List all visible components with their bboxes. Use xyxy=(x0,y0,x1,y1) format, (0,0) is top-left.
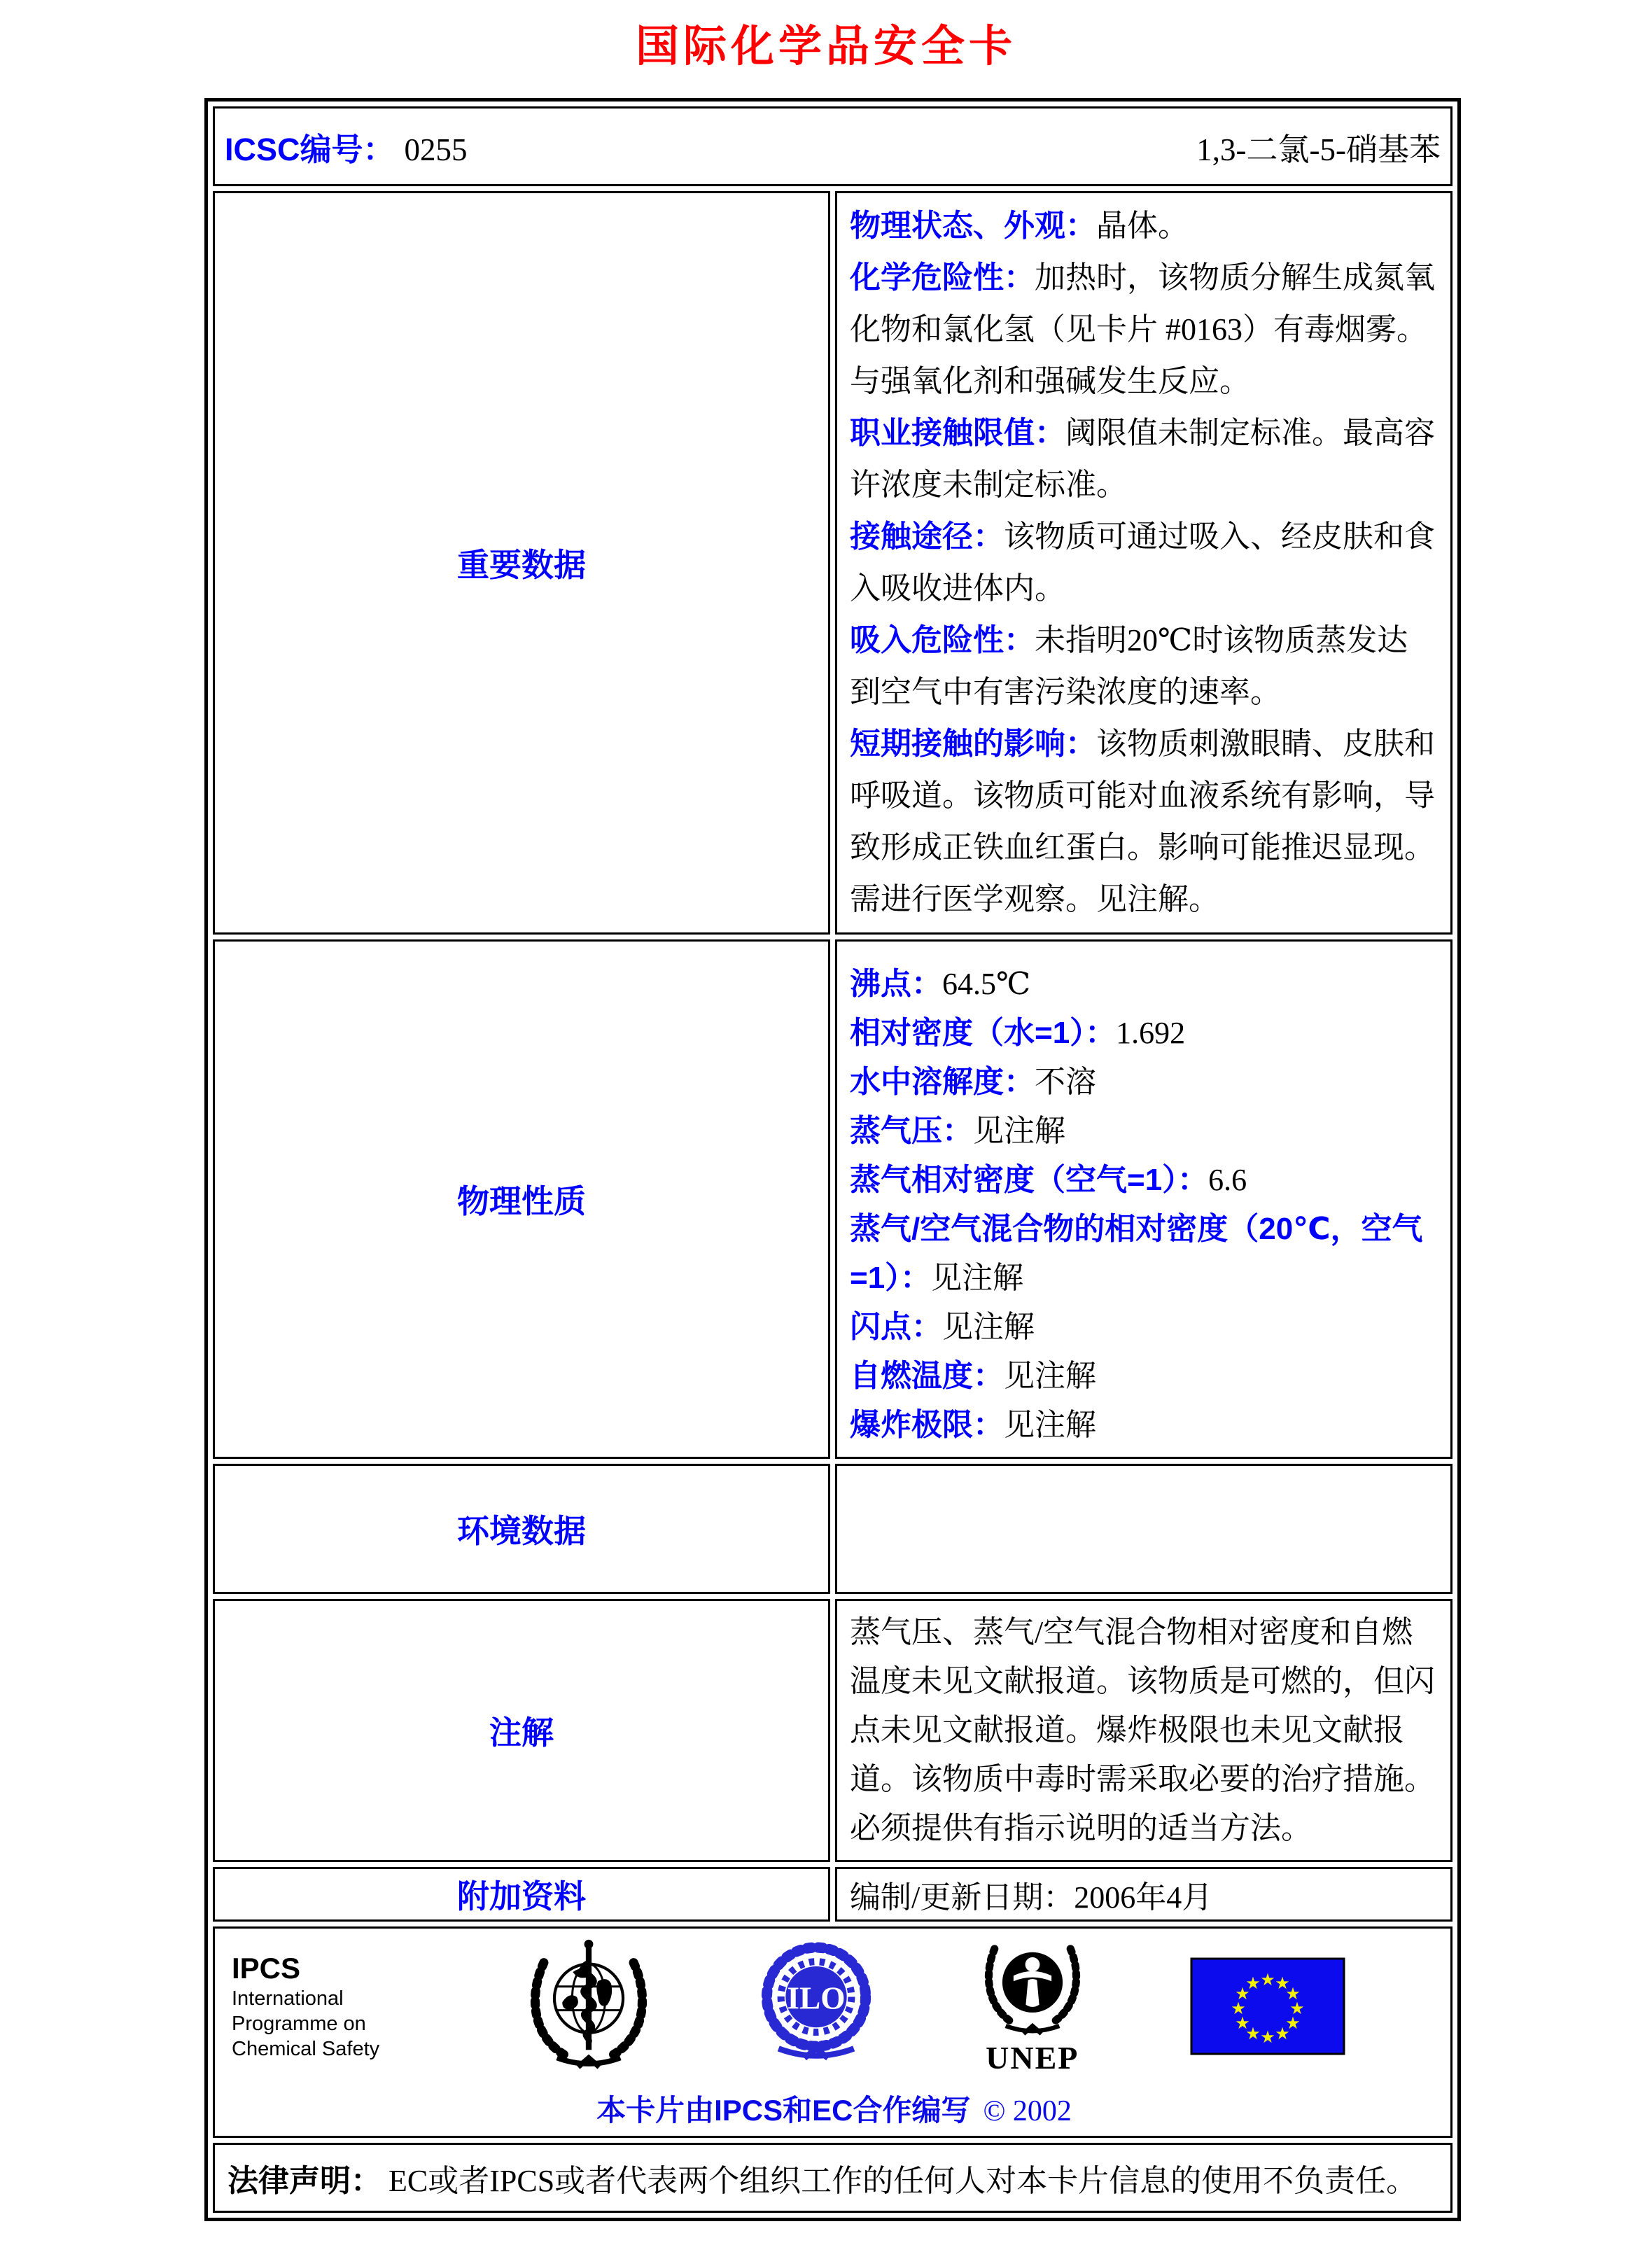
svg-text:★: ★ xyxy=(1235,2013,1250,2033)
physical-properties-content xyxy=(835,939,1452,1459)
important-item-text: 晶体。 xyxy=(1096,209,1189,243)
physical-item-text: 见注解 xyxy=(942,1310,1035,1344)
logos-row xyxy=(213,1926,1452,2138)
svg-text:★: ★ xyxy=(1285,2013,1301,2033)
physical-item-label: 相对密度（水=1）： xyxy=(850,1016,1116,1050)
physical-item-text: 6.6 xyxy=(1208,1163,1247,1197)
important-item-text: 该物质可通过吸入、经皮肤和食入吸收进体内。 xyxy=(850,519,1435,606)
svg-text:★: ★ xyxy=(1231,1999,1246,2018)
legal-cell xyxy=(213,2143,1452,2213)
physical-item-text: 见注解 xyxy=(1004,1359,1096,1393)
physical-item xyxy=(850,1205,1438,1303)
physical-item-label: 蒸气/空气混合物的相对密度（20℃，空气=1）： xyxy=(850,1212,1423,1295)
additional-info-row xyxy=(213,1867,1452,1922)
important-data-row-label: 重要数据 xyxy=(213,191,830,935)
physical-item-text: 不溶 xyxy=(1035,1065,1096,1099)
important-item-label: 化学危险性： xyxy=(850,260,1035,295)
svg-text:★: ★ xyxy=(1235,1984,1250,2003)
physical-item-text: 1.692 xyxy=(1116,1016,1186,1050)
legal-row xyxy=(213,2143,1452,2213)
physical-item xyxy=(850,1107,1438,1156)
important-item-text: 阈限值未制定标准。最高容许浓度未制定标准。 xyxy=(850,416,1435,502)
important-item-text: 该物质刺激眼睛、皮肤和呼吸道。该物质可能对血液系统有影响，导致形成正铁血红蛋白。影响可能推迟显现。需进行医学观察。见注解。 xyxy=(850,727,1435,916)
important-data-content xyxy=(835,191,1452,935)
icsc-number-group xyxy=(225,124,468,169)
additional-info-content: 编制/更新日期：2006年4月 xyxy=(835,1867,1452,1922)
ilo-logo xyxy=(757,1940,875,2073)
environmental-data-row-label: 环境数据 xyxy=(213,1464,830,1594)
physical-item xyxy=(850,1009,1438,1058)
important-item xyxy=(850,718,1438,925)
important-item-label: 吸入危险性： xyxy=(850,623,1035,657)
ipcs-acronym: IPCS xyxy=(232,1952,301,1985)
environmental-data-row xyxy=(213,1464,1452,1594)
notes-content xyxy=(835,1599,1452,1862)
important-item xyxy=(850,511,1438,615)
ipcs-line-3: Chemical Safety xyxy=(232,2038,380,2060)
physical-properties-row-label: 物理性质 xyxy=(213,939,830,1459)
unep-label: UNEP xyxy=(986,2040,1079,2076)
physical-item xyxy=(850,1156,1438,1205)
important-item xyxy=(850,615,1438,718)
icsc-number-value: 0255 xyxy=(404,132,468,167)
svg-text:★: ★ xyxy=(1260,1970,1275,1989)
physical-item xyxy=(850,1352,1438,1401)
physical-item xyxy=(850,1058,1438,1107)
important-item-text: 加热时，该物质分解生成氮氧化物和氯化氢（见卡片 #0163）有毒烟雾。与强氧化剂和强碱发生反应。 xyxy=(850,260,1435,398)
logos-cell xyxy=(213,1926,1452,2138)
physical-item-label: 闪点： xyxy=(850,1310,942,1344)
legal-label: 法律声明： xyxy=(227,2164,382,2198)
icsc-card-table xyxy=(204,98,1461,2221)
physical-properties-row xyxy=(213,939,1452,1459)
physical-item-label: 蒸气相对密度（空气=1）： xyxy=(850,1163,1209,1197)
additional-info-row-label: 附加资料 xyxy=(213,1867,830,1922)
unep-logo-block xyxy=(976,1938,1088,2075)
svg-text:★: ★ xyxy=(1245,1973,1261,1993)
ipcs-line-2: Programme on xyxy=(232,2013,366,2035)
physical-item-label: 蒸气压： xyxy=(850,1114,973,1148)
environmental-data-content xyxy=(835,1464,1452,1594)
important-item-label: 短期接触的影响： xyxy=(850,727,1096,761)
notes-row-label: 注解 xyxy=(213,1599,830,1862)
ipcs-line-1: International xyxy=(232,1987,344,2010)
physical-item-text: 64.5℃ xyxy=(942,967,1031,1001)
svg-text:★: ★ xyxy=(1289,1999,1305,2018)
important-data-row xyxy=(213,191,1452,935)
important-item-label: 职业接触限值： xyxy=(850,416,1065,450)
physical-item-label: 沸点： xyxy=(850,967,942,1001)
header-row xyxy=(213,106,1452,186)
physical-item-label: 自燃温度： xyxy=(850,1359,1004,1393)
caption-text: 本卡片由IPCS和EC合作编写 xyxy=(596,2094,971,2127)
physical-item-text: 见注解 xyxy=(973,1114,1065,1148)
chemical-name: 1,3-二氯-5-硝基苯 xyxy=(1196,132,1441,167)
svg-text:★: ★ xyxy=(1260,2027,1275,2047)
card-caption xyxy=(232,2087,1436,2129)
physical-item xyxy=(850,1401,1438,1450)
physical-item-label: 爆炸极限： xyxy=(850,1408,1004,1442)
important-item-label: 物理状态、外观： xyxy=(850,209,1096,243)
physical-item-text: 见注解 xyxy=(1004,1408,1096,1442)
legal-text: EC或者IPCS或者代表两个组织工作的任何人对本卡片信息的使用不负责任。 xyxy=(388,2164,1418,2198)
page-title: 国际化学品安全卡 xyxy=(635,22,1016,71)
important-item xyxy=(850,407,1438,511)
physical-item xyxy=(850,1303,1438,1352)
svg-text:★: ★ xyxy=(1245,2024,1261,2043)
icsc-number-label: ICSC编号： xyxy=(225,131,395,167)
caption-copyright: © 2002 xyxy=(983,2095,1072,2127)
svg-text:★: ★ xyxy=(1275,2024,1290,2043)
who-logo xyxy=(522,1936,655,2076)
physical-item-label: 水中溶解度： xyxy=(850,1065,1035,1099)
svg-text:★: ★ xyxy=(1285,1984,1301,2003)
ipcs-text-block xyxy=(232,1951,421,2062)
physical-item-text: 见注解 xyxy=(931,1261,1024,1295)
important-item-label: 接触途径： xyxy=(850,519,1004,554)
svg-text:★: ★ xyxy=(1275,1973,1290,1993)
important-item xyxy=(850,252,1438,407)
physical-item xyxy=(850,960,1438,1009)
important-item-text: 未指明20℃时该物质蒸发达到空气中有害污染浓度的速率。 xyxy=(850,623,1408,709)
notes-text: 蒸气压、蒸气/空气混合物相对密度和自燃温度未见文献报道。该物质是可燃的，但闪点未见文献报道。爆炸极限也未见文献报道。该物质中毒时需采取必要的治疗措施。必须提供有指示说明的适当方法。 xyxy=(850,1615,1435,1845)
eu-flag xyxy=(1190,1957,1345,2055)
unep-logo xyxy=(976,1938,1088,2043)
header-cell xyxy=(213,106,1452,186)
important-item xyxy=(850,200,1438,252)
notes-row xyxy=(213,1599,1452,1862)
svg-text:ILO: ILO xyxy=(786,1980,846,2016)
